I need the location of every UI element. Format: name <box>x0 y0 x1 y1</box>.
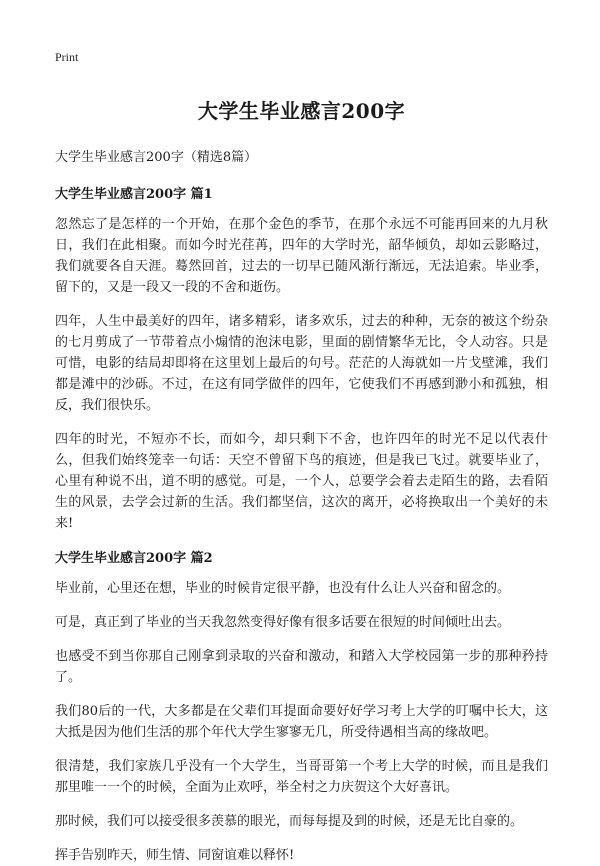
paragraph: 也感受不到当你那自己刚拿到录取的兴奋和激动，和踏入大学校园第一步的那种矜持了。 <box>55 649 548 685</box>
paragraph: 四年，人生中最美好的四年，诸多精彩，诸多欢乐，过去的种种，无奈的被这个纷杂的七月剪成了一节带着点小煽情的泡沫电影，里面的剧情繁华无比，令人动容。只是可惜，电影的结局却即将在这里划上最后的句号。茫茫的人海就如一片戈壁滩，我们都是滩中的沙砾。不过，在这有同学做伴的四年，它使我们不再感到渺小和孤独，相反，我们很快乐。 <box>55 314 548 413</box>
print-link[interactable]: Print <box>55 50 79 64</box>
paragraph: 挥手告别昨天，师生情、同窗谊难以释怀! <box>55 848 295 863</box>
paragraph: 毕业前，心里还在想，毕业的时候肯定很平静，也没有什么让人兴奋和留念的。 <box>55 581 511 596</box>
paragraph: 那时候，我们可以接受很多羡慕的眼光，而每每提及到的时候，还是无比自豪的。 <box>55 814 524 829</box>
paragraph: 很清楚，我们家族几乎没有一个大学生，当哥哥第一个考上大学的时候，而且是我们那里唯一一个的时候，全面为止欢呼，举全村之力庆贺这个大好喜讯。 <box>55 759 548 795</box>
paragraph: 我们80后的一代，大多都是在父辈们耳提面命要好好学习考上大学的叮嘱中长大，这大抵是因为他们生活的那个年代大学生寥寥无几，所受待遇相当高的缘故吧。 <box>55 704 548 740</box>
section-2 <box>55 547 548 866</box>
paragraph: 四年的时光，不短亦不长，而如今，却只剩下不舍，也许四年的时光不足以代表什么，但我们始终笼幸一句话：天空不曾留下鸟的痕迹，但是我已飞过。就要毕业了，心里有种说不出，道不明的感觉。可是，一个人，总要学会着去走陌生的路，去看陌生的风景，去学会过新的生活。我们都坚信，这次的离开，必将换取出一个美好的未来! <box>55 432 548 531</box>
document-title: 大学生毕业感言200字 <box>197 99 406 123</box>
section-1 <box>55 183 548 534</box>
section-heading: 大学生毕业感言200字 篇2 <box>55 551 213 566</box>
paragraph: 忽然忘了是怎样的一个开始，在那个金色的季节，在那个永远不可能再回来的九月秋日，我们在此相聚。而如今时光荏苒，四年的大学时光，韶华倾负，却如云影略过，我们就要各自天涯。蓦然回首，过去的一切早已随风渐行渐远，无法追索。毕业季，留下的，又是一段又一段的不舍和逝伤。 <box>55 217 548 295</box>
document-subtitle: 大学生毕业感言200字（精选8篇） <box>55 150 258 165</box>
paragraph: 可是，真正到了毕业的当天我忽然变得好像有很多话要在很短的时间倾吐出去。 <box>55 615 511 630</box>
section-heading: 大学生毕业感言200字 篇1 <box>55 187 213 202</box>
